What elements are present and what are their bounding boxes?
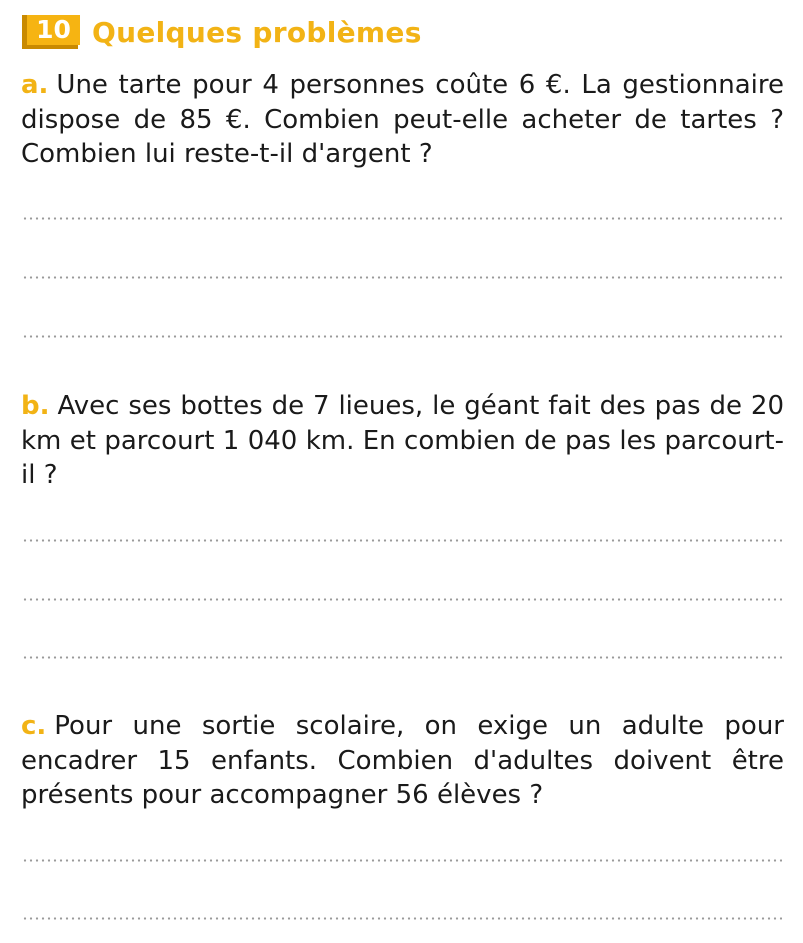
- problem-b: [21, 389, 784, 493]
- exercise-header: [22, 14, 422, 50]
- problem-text: Pour une sortie scolaire, on exige un adulte pour encadrer 15 enfants. Combien d'adultes doivent être présents pour accompagner 56 élèves ?: [21, 711, 784, 810]
- problem-letter: a.: [21, 70, 49, 100]
- problem-text: Une tarte pour 4 personnes coûte 6 €. La gestionnaire dispose de 85 €. Combien peut-elle acheter de tartes ? Combien lui reste-t-il d'argent ?: [21, 70, 784, 169]
- problem-c: [21, 709, 784, 813]
- problem-text: Avec ses bottes de 7 lieues, le géant fait des pas de 20 km et parcourt 1 040 km. En combien de pas les parcourt-il ?: [21, 391, 784, 490]
- answer-line[interactable]: [22, 335, 782, 338]
- problem-letter: b.: [21, 391, 50, 421]
- exercise-title: Quelques problèmes: [92, 15, 422, 49]
- exercise-number: 10: [27, 15, 80, 45]
- answer-line[interactable]: [22, 276, 782, 279]
- answer-line[interactable]: [22, 539, 782, 542]
- answer-line[interactable]: [22, 217, 782, 220]
- answer-line[interactable]: [22, 598, 782, 601]
- problem-a: [21, 68, 784, 172]
- answer-line[interactable]: [22, 656, 782, 659]
- answer-line[interactable]: [22, 859, 782, 862]
- answer-line[interactable]: [22, 917, 782, 920]
- exercise-number-badge: [22, 15, 80, 49]
- problem-letter: c.: [21, 711, 47, 741]
